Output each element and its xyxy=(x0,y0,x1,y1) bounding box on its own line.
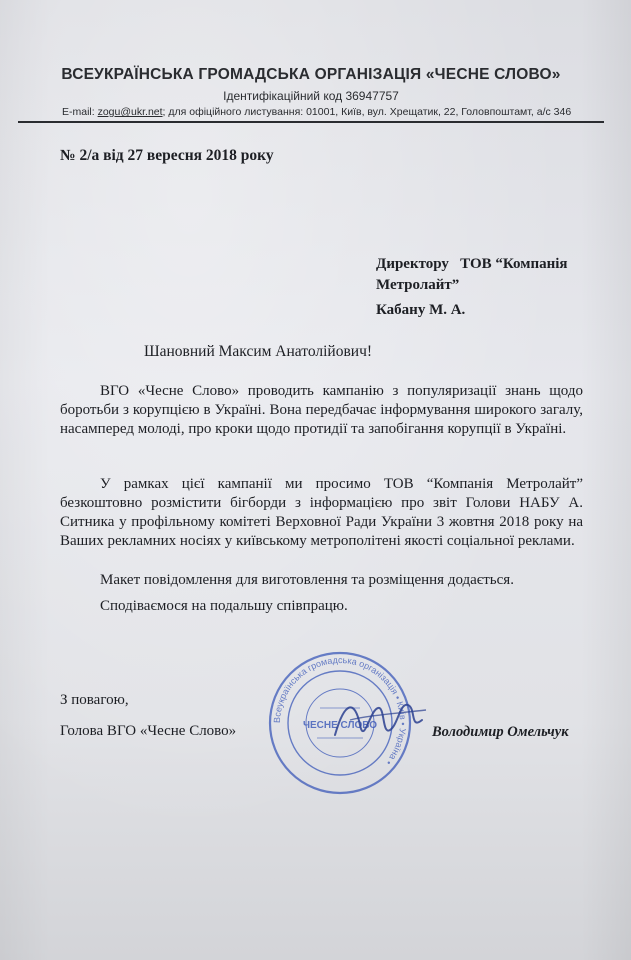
handwritten-signature xyxy=(330,690,430,750)
addressee-name: Кабану М. А. xyxy=(376,302,466,318)
paragraph-2 xyxy=(60,475,583,551)
org-contacts xyxy=(62,106,572,118)
letterhead-divider xyxy=(18,121,604,123)
paragraph-3 xyxy=(60,571,583,590)
addressee-line1: Директору ТОВ “Компанія xyxy=(376,256,568,272)
addressee-line2: Метролайт” xyxy=(376,277,460,293)
addressee-block xyxy=(376,254,606,318)
postal-address: ; для офіційного листування: 01001, Київ, вул. Хрещатик, 22, Головпоштамт, а/с 346 xyxy=(162,106,572,118)
paragraph-4 xyxy=(60,597,583,616)
email-label: E-mail: xyxy=(62,106,95,118)
stamp-center-text: ЧЕСНЕ СЛОВО xyxy=(302,720,378,731)
paragraph-2-text: У рамках цієї кампанії ми просимо ТОВ “Компанія Метролайт” безкоштовно розмістити бігборди з інформацією про звіт Голови НАБУ А. Ситника у профільному комітеті Верховної Ради України 3 жовтня 2018 року на Ваших рекламних носіях у київському метрополітені якості соціальної реклами. xyxy=(60,476,583,549)
salutation: Шановний Максим Анатолійович! xyxy=(144,343,373,360)
signer-position: Голова ВГО «Чесне Слово» xyxy=(60,723,237,739)
document-number: № 2/а від 27 вересня 2018 року xyxy=(60,147,274,164)
org-id-code: Ідентифікаційний код 36947757 xyxy=(223,89,399,103)
signatory-name: Володимир Омельчук xyxy=(432,724,569,740)
paragraph-1 xyxy=(60,382,583,439)
paragraph-3-text: Макет повідомлення для виготовлення та розміщення додається. xyxy=(100,572,514,588)
stamp-ring-text: Всеукраїнська громадська організація • Київ • Україна • xyxy=(271,654,409,768)
paragraph-4-text: Сподіваємося на подальшу співпрацю. xyxy=(100,598,348,614)
paragraph-1-text: ВГО «Чесне Слово» проводить кампанію з популяризації знань щодо боротьби з корупцією в Україні. Вона передбачає інформування широкого загалу, насамперед молоді, про кроки щодо протидії та запобігання корупції в Україні. xyxy=(60,383,583,437)
email-link[interactable]: zogu@ukr.net xyxy=(97,106,163,118)
org-name: ВСЕУКРАЇНСЬКА ГРОМАДСЬКА ОРГАНІЗАЦІЯ «ЧЕСНЕ СЛОВО» xyxy=(61,66,561,83)
closing-regards: З повагою, xyxy=(60,692,129,708)
